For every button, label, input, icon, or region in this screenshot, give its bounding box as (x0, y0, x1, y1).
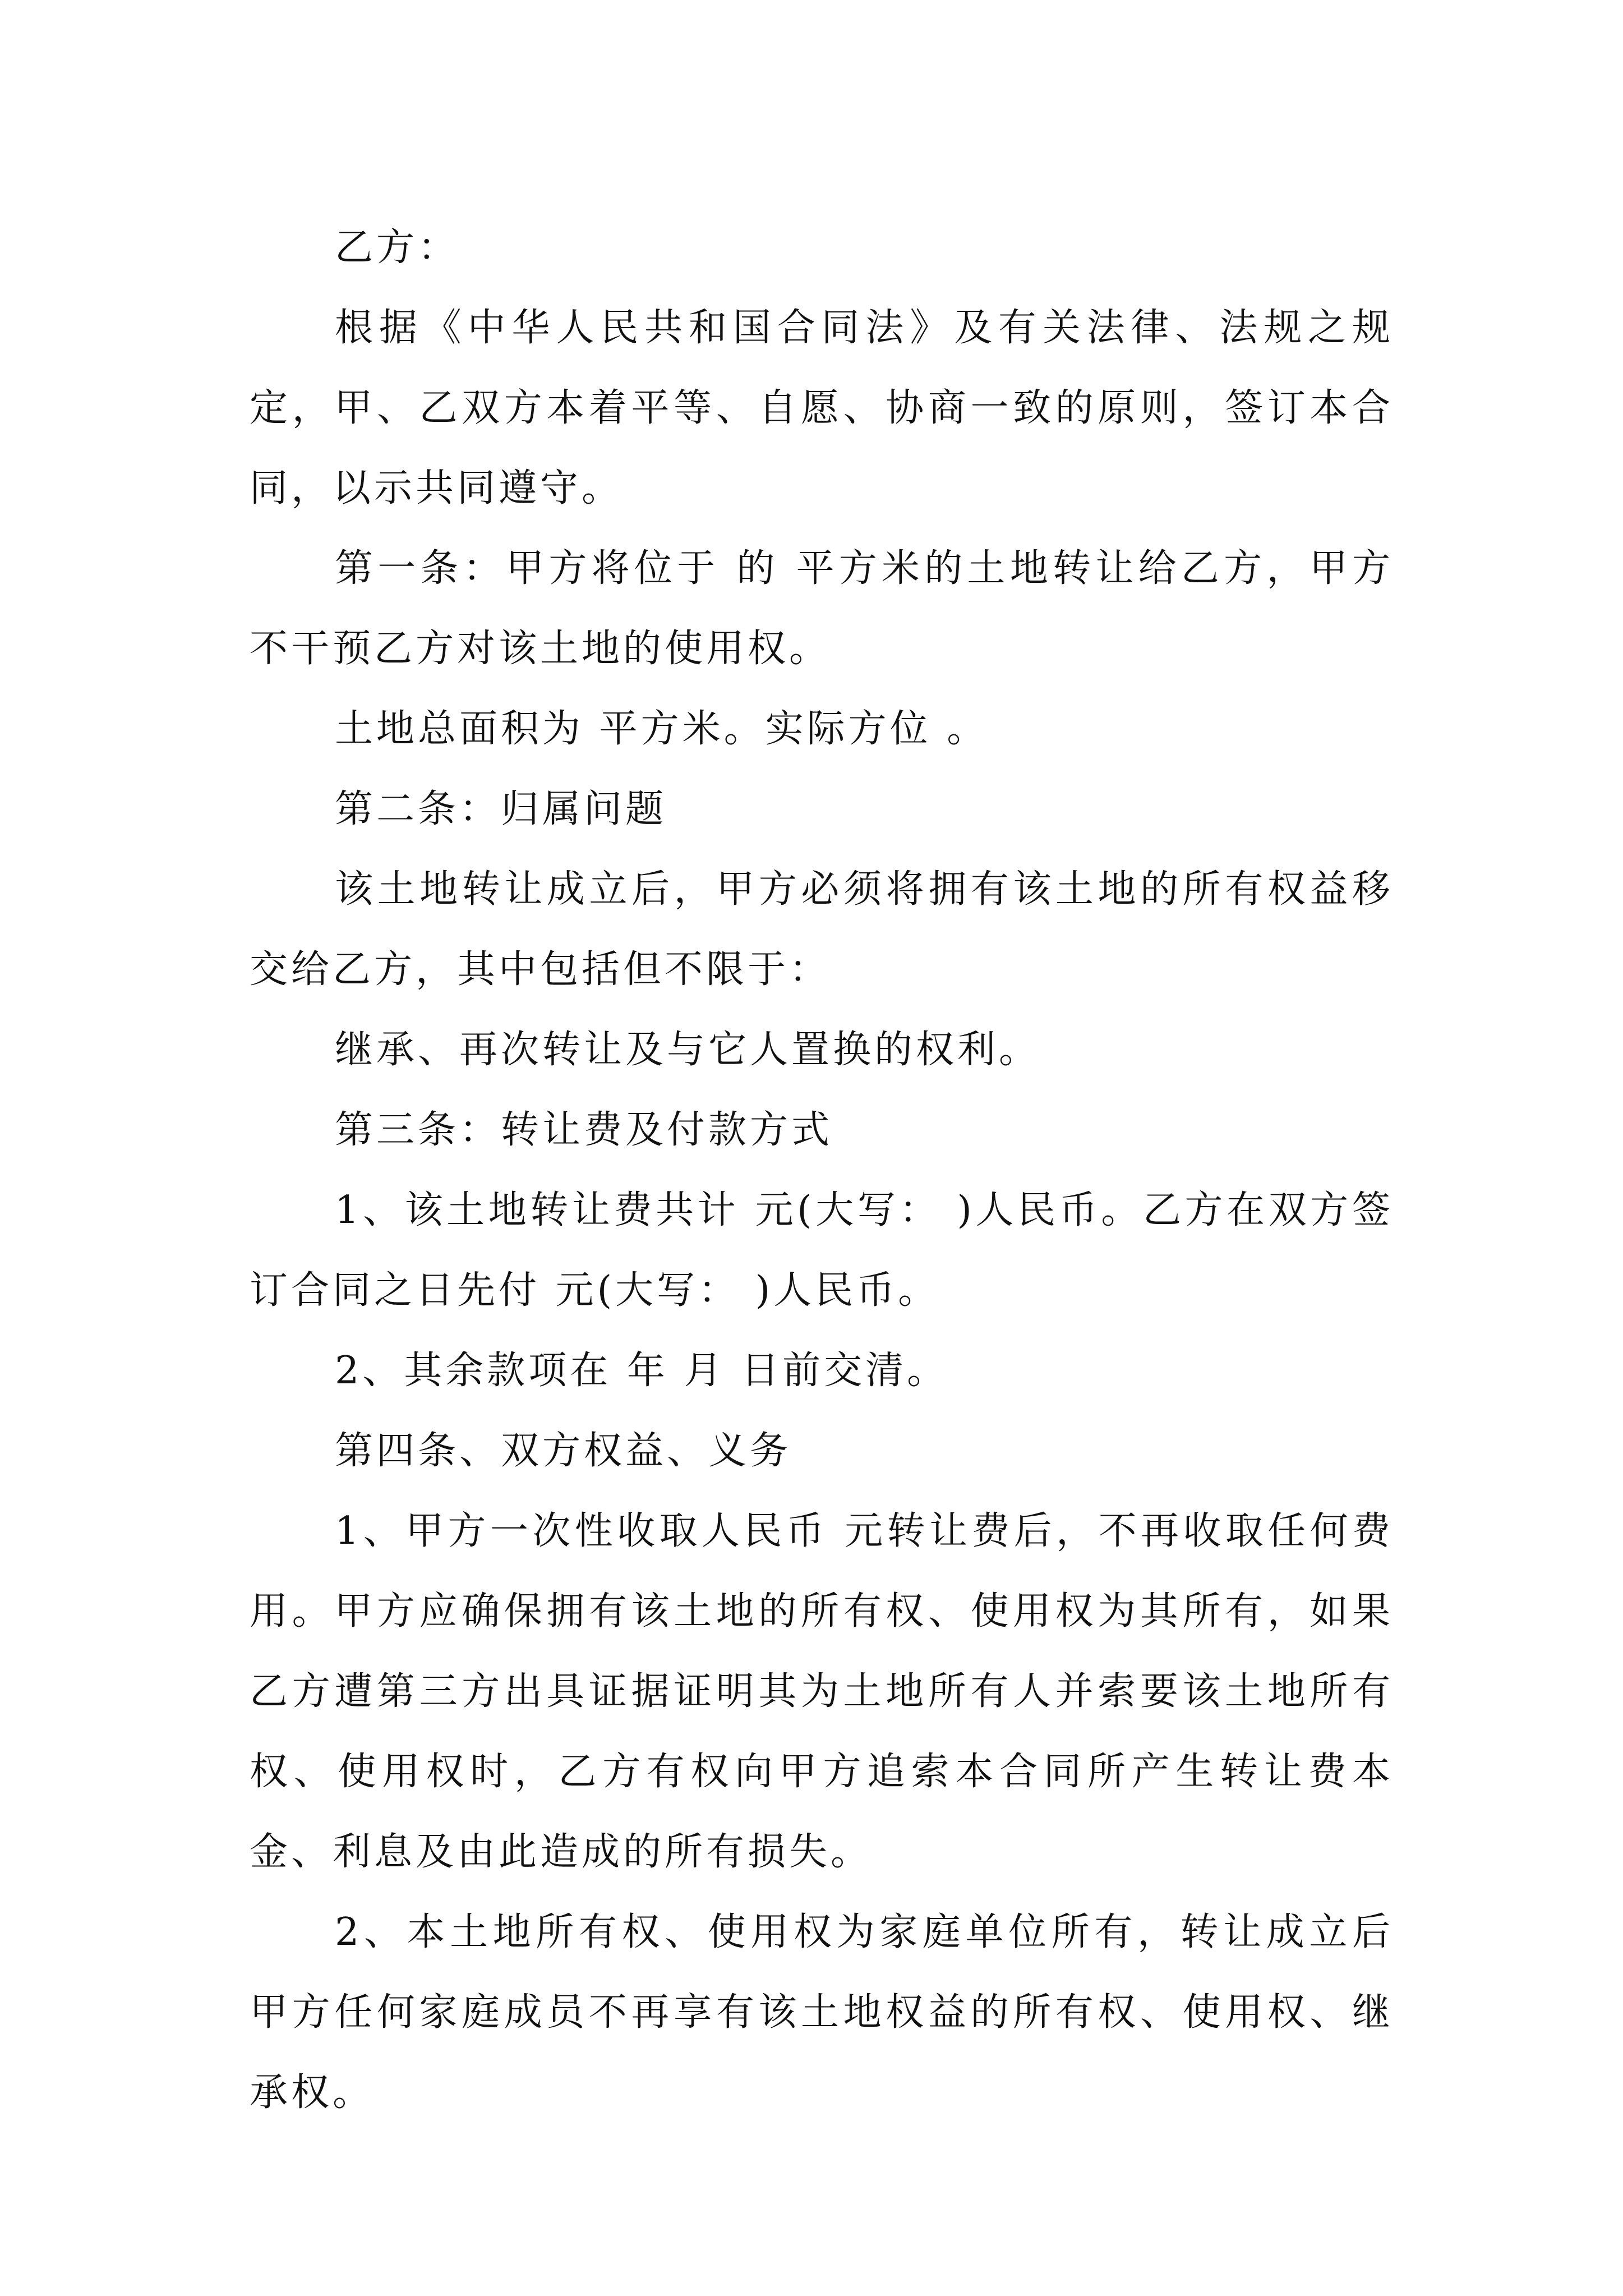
ownership-transfer-paragraph: 该土地转让成立后，甲方必须将拥有该土地的所有权益移交给乙方，其中包括但不限于： (250, 867, 1394, 992)
article-2-heading: 第二条：归属问题 (335, 787, 667, 831)
payment-clause-1: 1、该土地转让费共计 元(大写： )人民币。乙方在双方签订合同之日先付 元(大写： )人民币。 (250, 1188, 1394, 1313)
rights-list-paragraph: 继承、再次转让及与它人置换的权利。 (335, 1028, 1041, 1072)
legal-basis-paragraph: 根据《中华人民共和国合同法》及有关法律、法规之规定，甲、乙双方本着平等、自愿、协商一致的原则，签订本合同，以示共同遵守。 (250, 306, 1394, 510)
obligation-clause-2: 2、本土地所有权、使用权为家庭单位所有，转让成立后甲方任何家庭成员不再享有该土地权益的所有权、使用权、继承权。 (250, 1910, 1394, 2115)
party-b-label: 乙方： (335, 226, 460, 270)
contract-body (250, 208, 1394, 2133)
article-4-heading: 第四条、双方权益、义务 (335, 1429, 792, 1473)
payment-clause-2: 2、其余款项在 年 月 日前交清。 (335, 1349, 949, 1393)
obligation-clause-1: 1、甲方一次性收取人民币 元转让费后，不再收取任何费用。甲方应确保拥有该土地的所有权、使用权为其所有，如果乙方遭第三方出具证据证明其为土地所有人并索要该土地所有权、使用权时，乙方有权向甲方追索本合同所产生转让费本金、利息及由此造成的所有损失。 (250, 1509, 1394, 1874)
land-area-paragraph: 土地总面积为 平方米。实际方位 。 (335, 707, 989, 751)
article-1-paragraph: 第一条：甲方将位于 的 平方米的土地转让给乙方，甲方不干预乙方对该土地的使用权。 (250, 546, 1394, 671)
article-3-heading: 第三条：转让费及付款方式 (335, 1108, 833, 1152)
